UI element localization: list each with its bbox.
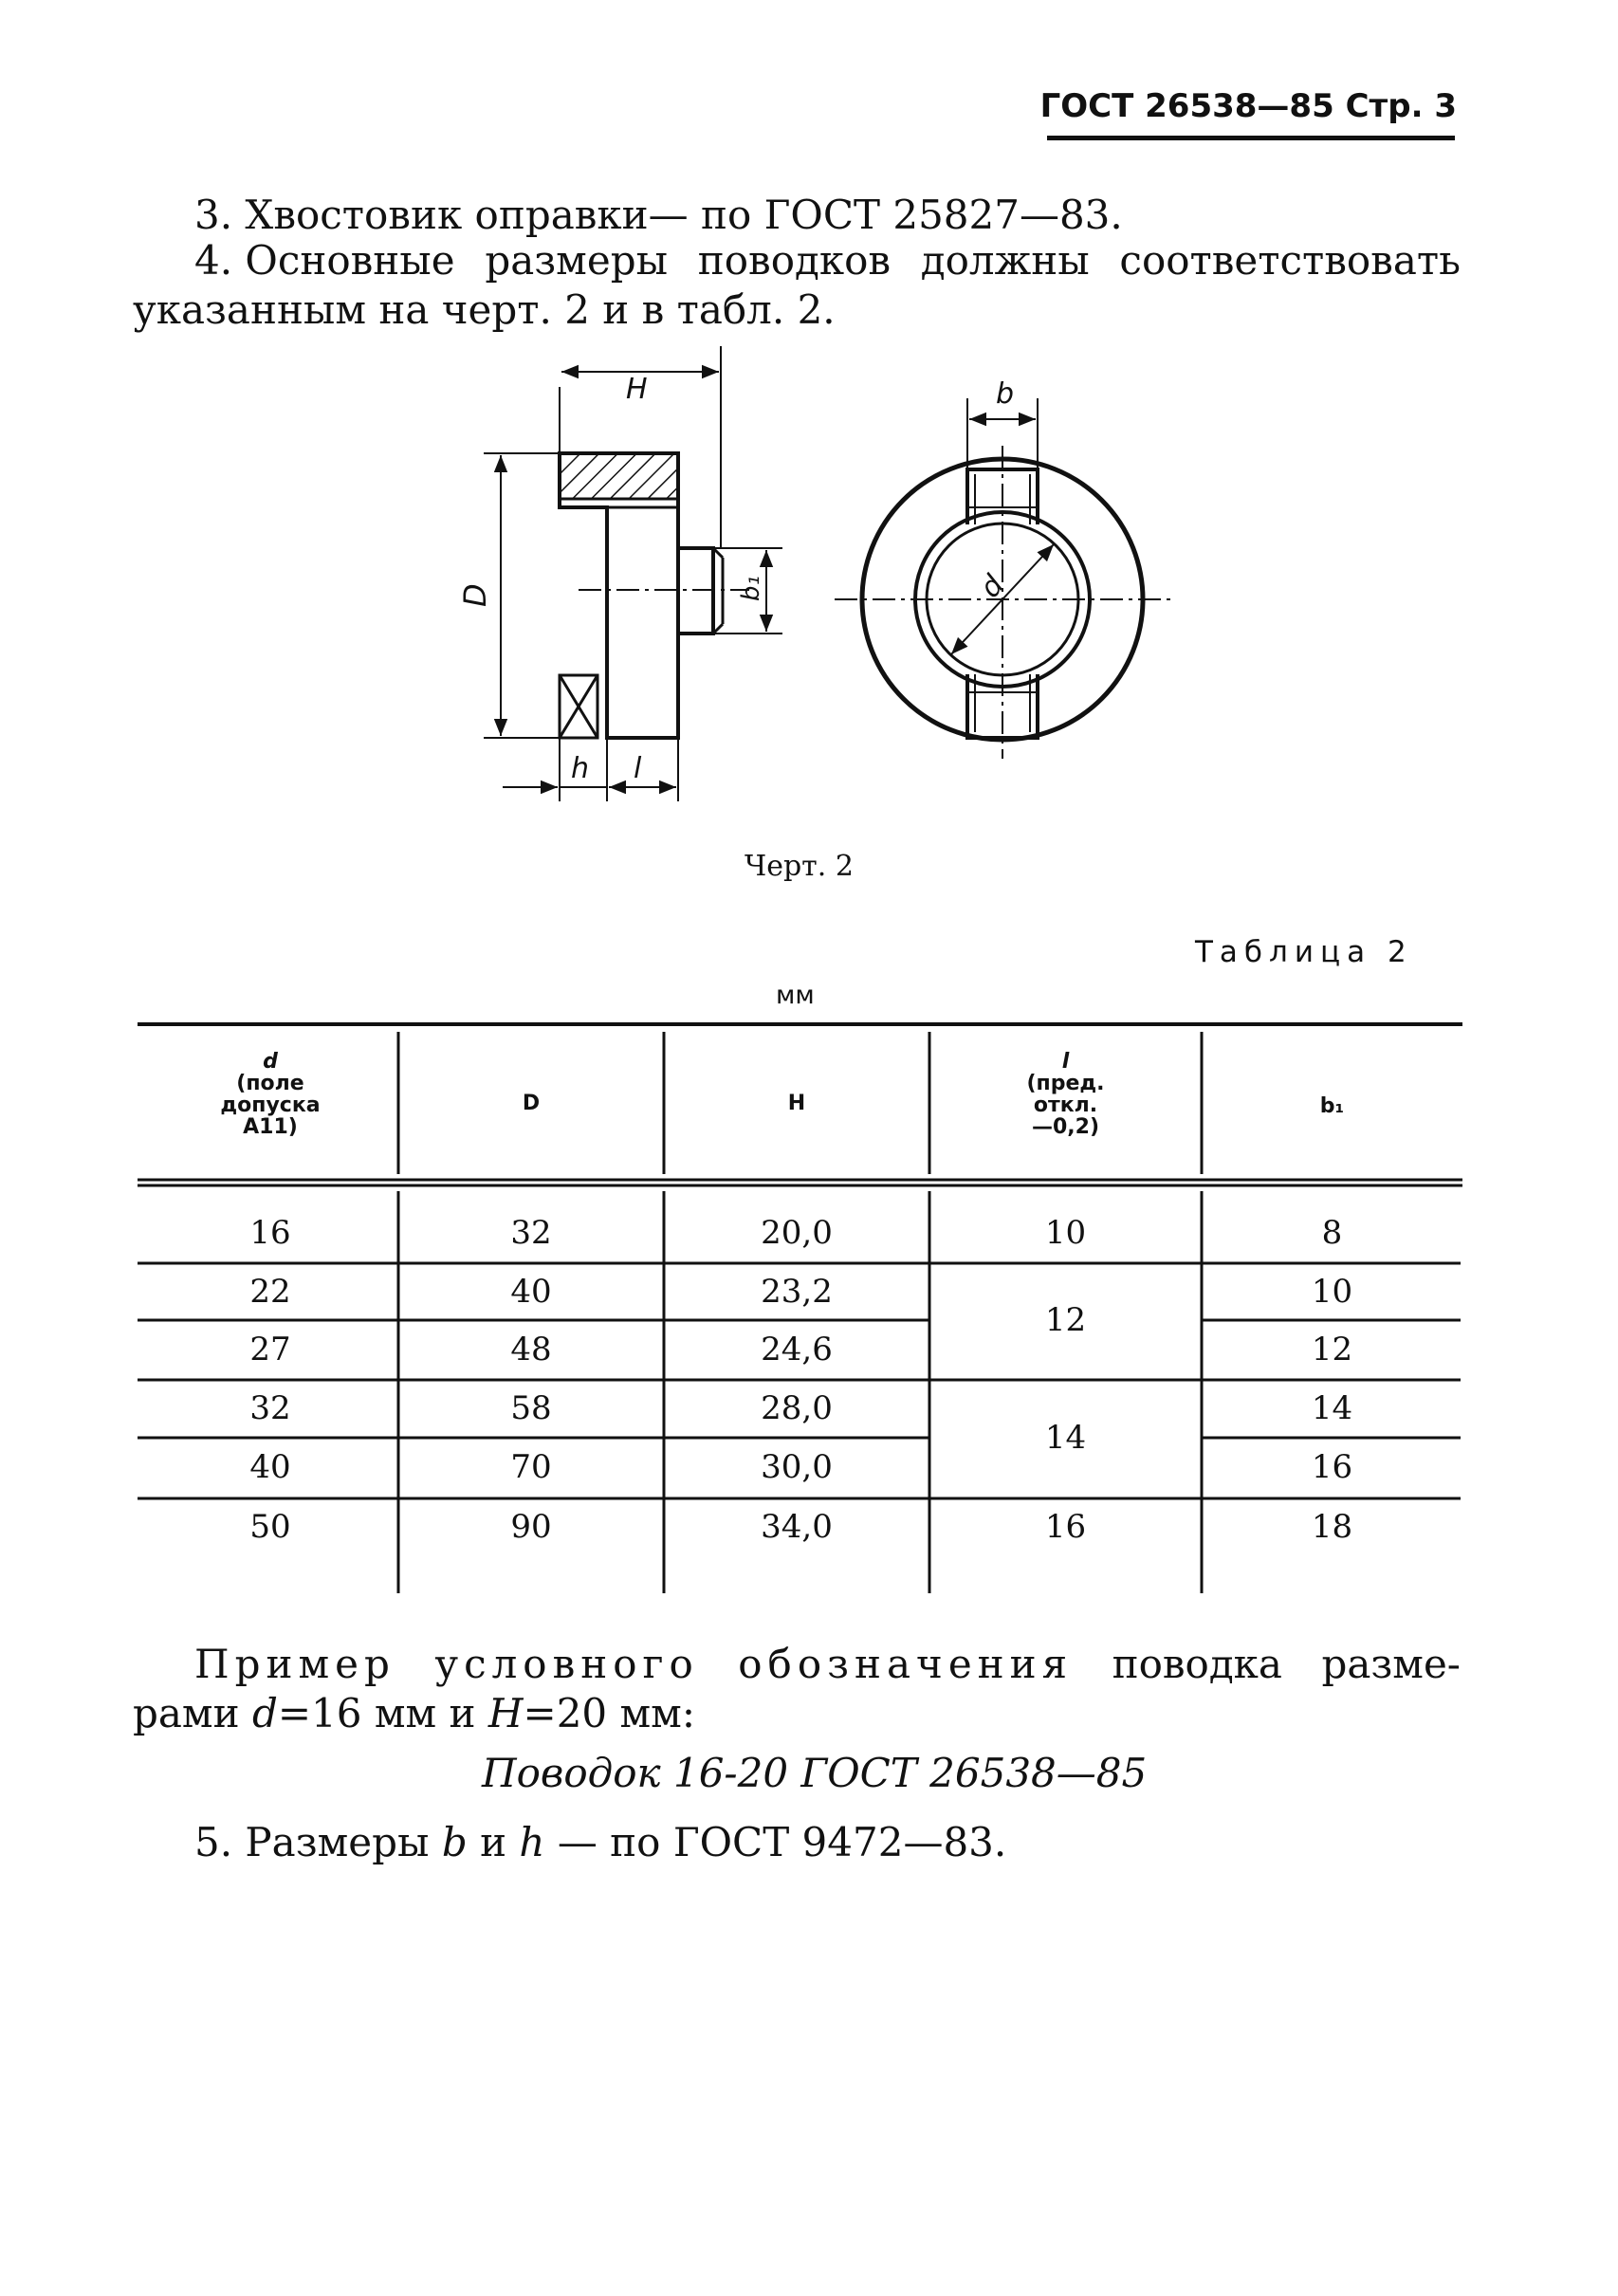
cell-l: 16	[1044, 1508, 1087, 1546]
label-b: b	[996, 377, 1015, 411]
text: и	[467, 1819, 520, 1865]
text: =16 мм и	[277, 1690, 488, 1736]
cell-b1: 18	[1311, 1508, 1353, 1546]
cell-H: 20,0	[761, 1214, 833, 1252]
symbol-b: b	[441, 1819, 468, 1865]
cell-D: 32	[510, 1214, 552, 1252]
word: 4. Основные	[194, 237, 455, 284]
cell-H: 30,0	[761, 1448, 833, 1486]
header-d-line: (поле	[236, 1072, 304, 1095]
header-l-symbol: l	[1061, 1050, 1070, 1074]
cell-D: 40	[510, 1273, 552, 1311]
header-D: D	[522, 1092, 541, 1115]
cell-d: 32	[249, 1389, 291, 1427]
label-D: D	[457, 583, 493, 607]
word: обозначения	[738, 1641, 1074, 1687]
label-d: d	[973, 569, 1011, 605]
cell-b1: 16	[1311, 1448, 1353, 1486]
table-title: Таблица 2	[1195, 935, 1413, 969]
label-h: h	[571, 752, 590, 785]
paragraph-3: 3. Хвостовик оправки— по ГОСТ 25827—83.	[194, 192, 1123, 238]
paragraph-4-line-2: указанным на черт. 2 и в табл. 2.	[133, 286, 836, 333]
cell-H: 34,0	[761, 1508, 833, 1546]
symbol-H: H	[487, 1690, 524, 1736]
header-b1: b₁	[1319, 1094, 1345, 1118]
drawing-caption: Черт. 2	[745, 850, 854, 883]
header-d-line: допуска	[220, 1093, 321, 1117]
text: рами	[133, 1690, 252, 1736]
cell-d: 50	[249, 1508, 291, 1546]
symbol-h: h	[519, 1819, 545, 1865]
text: =20 мм:	[523, 1690, 695, 1736]
example-designation: Поводок 16-20 ГОСТ 26538—85	[482, 1750, 1148, 1796]
label-H: H	[626, 373, 648, 406]
table-unit: мм	[776, 981, 815, 1010]
header-l-line: —0,2)	[1031, 1115, 1100, 1139]
text: — по ГОСТ 9472—83.	[544, 1819, 1007, 1865]
cell-b1: 12	[1311, 1331, 1353, 1368]
header-d-line: A11)	[243, 1115, 298, 1139]
word: соответствовать	[1119, 237, 1461, 284]
cell-l: 14	[1044, 1419, 1087, 1457]
word: должны	[920, 237, 1090, 284]
cell-b1: 10	[1311, 1273, 1353, 1311]
cell-H: 24,6	[761, 1331, 833, 1368]
header-d	[142, 1051, 398, 1138]
header-H: H	[787, 1092, 806, 1115]
paragraph-5	[194, 1819, 1006, 1865]
text: 5. Размеры	[194, 1819, 442, 1865]
cell-d: 40	[249, 1448, 291, 1486]
cell-b1: 8	[1321, 1214, 1343, 1252]
cell-d: 16	[249, 1214, 291, 1252]
word: условного	[434, 1641, 699, 1687]
symbol-d: d	[251, 1690, 278, 1736]
header-d-symbol: d	[263, 1050, 278, 1074]
word: Пример	[194, 1641, 395, 1687]
label-l: l	[634, 752, 642, 785]
cell-D: 90	[510, 1508, 552, 1546]
word: размеры	[485, 237, 669, 284]
header-l-line: откл.	[1033, 1093, 1098, 1117]
page-header: ГОСТ 26538—85 Стр. 3	[1039, 87, 1457, 125]
label-b1: b₁	[737, 576, 765, 601]
cell-D: 58	[510, 1389, 552, 1427]
cell-l: 12	[1044, 1301, 1087, 1339]
example-line-1	[194, 1641, 1461, 1687]
cell-D: 48	[510, 1331, 552, 1368]
header-l	[929, 1051, 1202, 1138]
word: разме-	[1321, 1641, 1461, 1687]
header-l-line: (пред.	[1026, 1072, 1105, 1095]
word: поводков	[697, 237, 892, 284]
cell-d: 27	[249, 1331, 291, 1368]
word: поводка	[1112, 1641, 1282, 1687]
cell-D: 70	[510, 1448, 552, 1486]
cell-d: 22	[249, 1273, 291, 1311]
cell-b1: 14	[1311, 1389, 1353, 1427]
cell-l: 10	[1044, 1214, 1087, 1252]
cell-H: 28,0	[761, 1389, 833, 1427]
example-line-2	[133, 1690, 695, 1736]
cell-H: 23,2	[761, 1273, 833, 1311]
